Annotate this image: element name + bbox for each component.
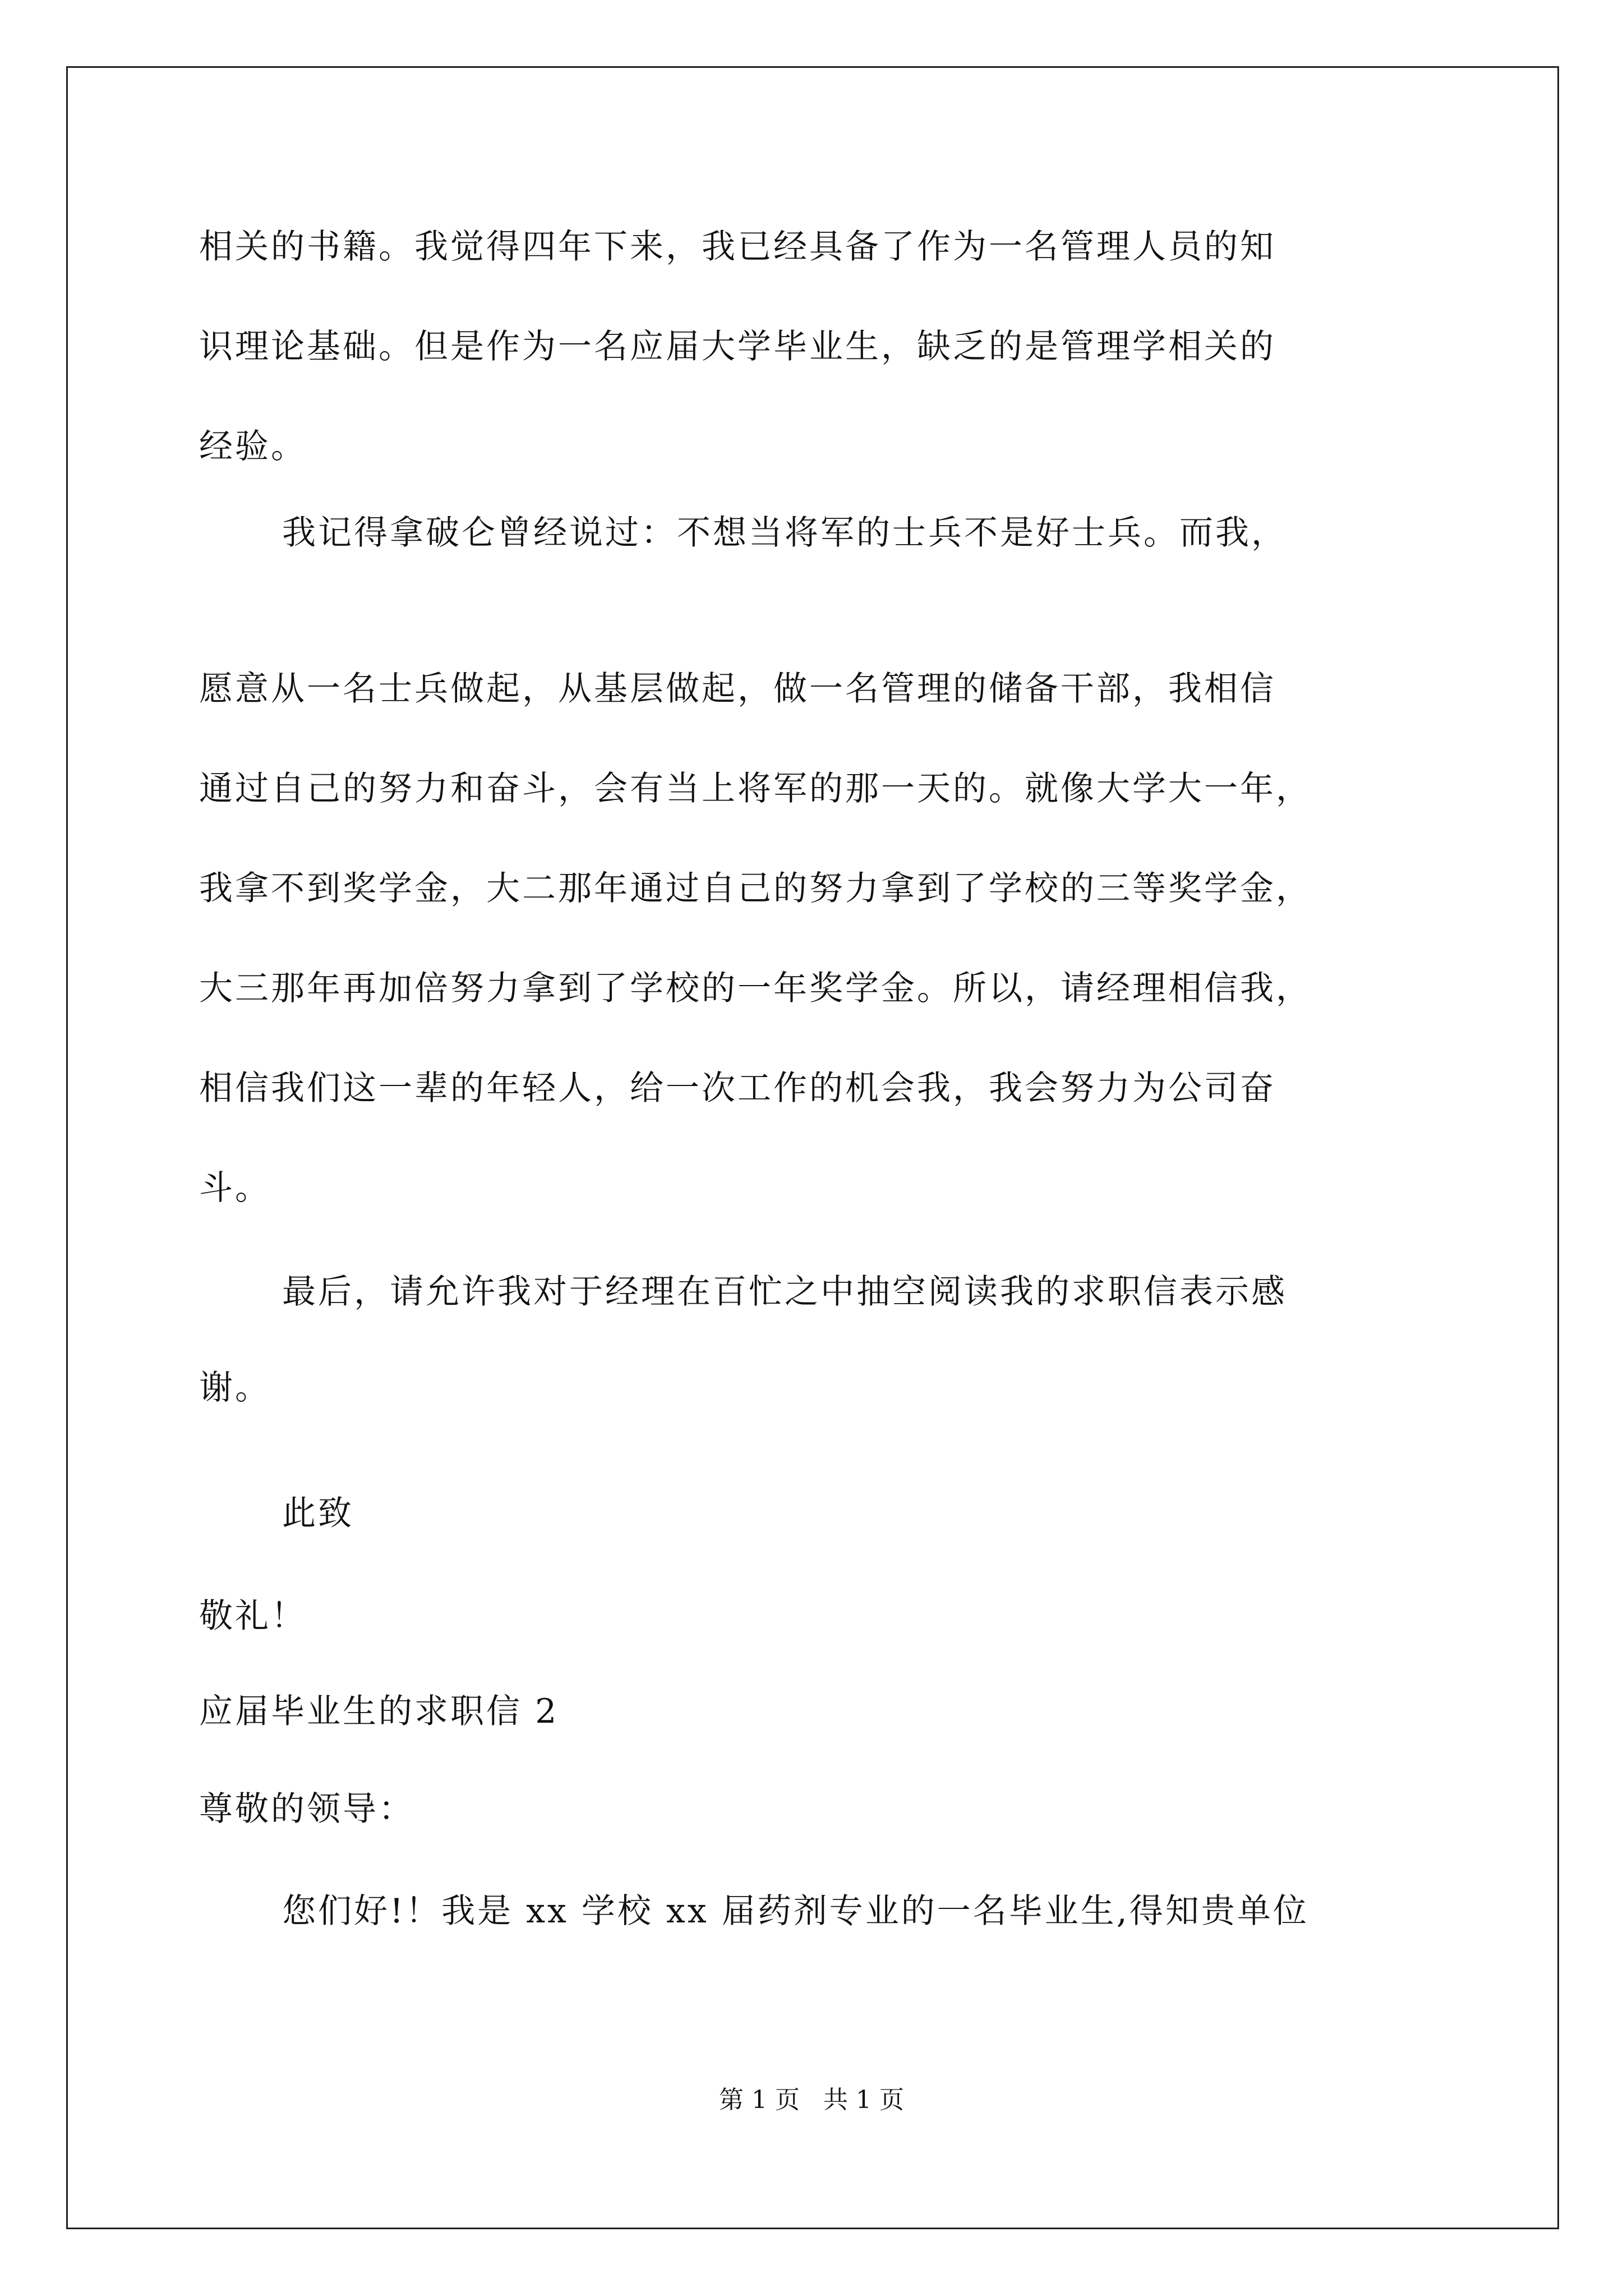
body-line-17: 您们好!！我是 xx 学校 xx 届药剂专业的一名毕业生,得知贵单位: [282, 1892, 1309, 1931]
body-line-10: 斗。: [199, 1168, 271, 1208]
closing-salutation: 此致: [282, 1494, 354, 1533]
body-line-5: 愿意从一名士兵做起，从基层做起，做一名管理的储备干部，我相信: [199, 669, 1276, 708]
body-line-11: 最后，请允许我对于经理在百忙之中抽空阅读我的求职信表示感: [282, 1272, 1287, 1312]
body-line-3: 经验。: [199, 427, 307, 466]
closing-regards: 敬礼！: [199, 1596, 307, 1636]
body-line-2: 识理论基础。但是作为一名应届大学毕业生，缺乏的是管理学相关的: [199, 327, 1276, 366]
body-line-12: 谢。: [199, 1368, 271, 1407]
body-line-6: 通过自己的努力和奋斗，会有当上将军的那一天的。就像大学大一年，: [199, 769, 1312, 808]
body-line-9: 相信我们这一辈的年轻人，给一次工作的机会我，我会努力为公司奋: [199, 1069, 1276, 1108]
body-line-1: 相关的书籍。我觉得四年下来，我已经具备了作为一名管理人员的知: [199, 227, 1276, 266]
page-footer: 第 1 页 共 1 页: [719, 2086, 904, 2114]
body-line-8: 大三那年再加倍努力拿到了学校的一年奖学金。所以，请经理相信我，: [199, 969, 1312, 1008]
body-line-4: 我记得拿破仑曾经说过：不想当将军的士兵不是好士兵。而我，: [282, 513, 1287, 553]
greeting: 尊敬的领导：: [199, 1789, 414, 1829]
section-title: 应届毕业生的求职信 2: [199, 1692, 559, 1731]
body-line-7: 我拿不到奖学金，大二那年通过自己的努力拿到了学校的三等奖学金，: [199, 869, 1312, 908]
